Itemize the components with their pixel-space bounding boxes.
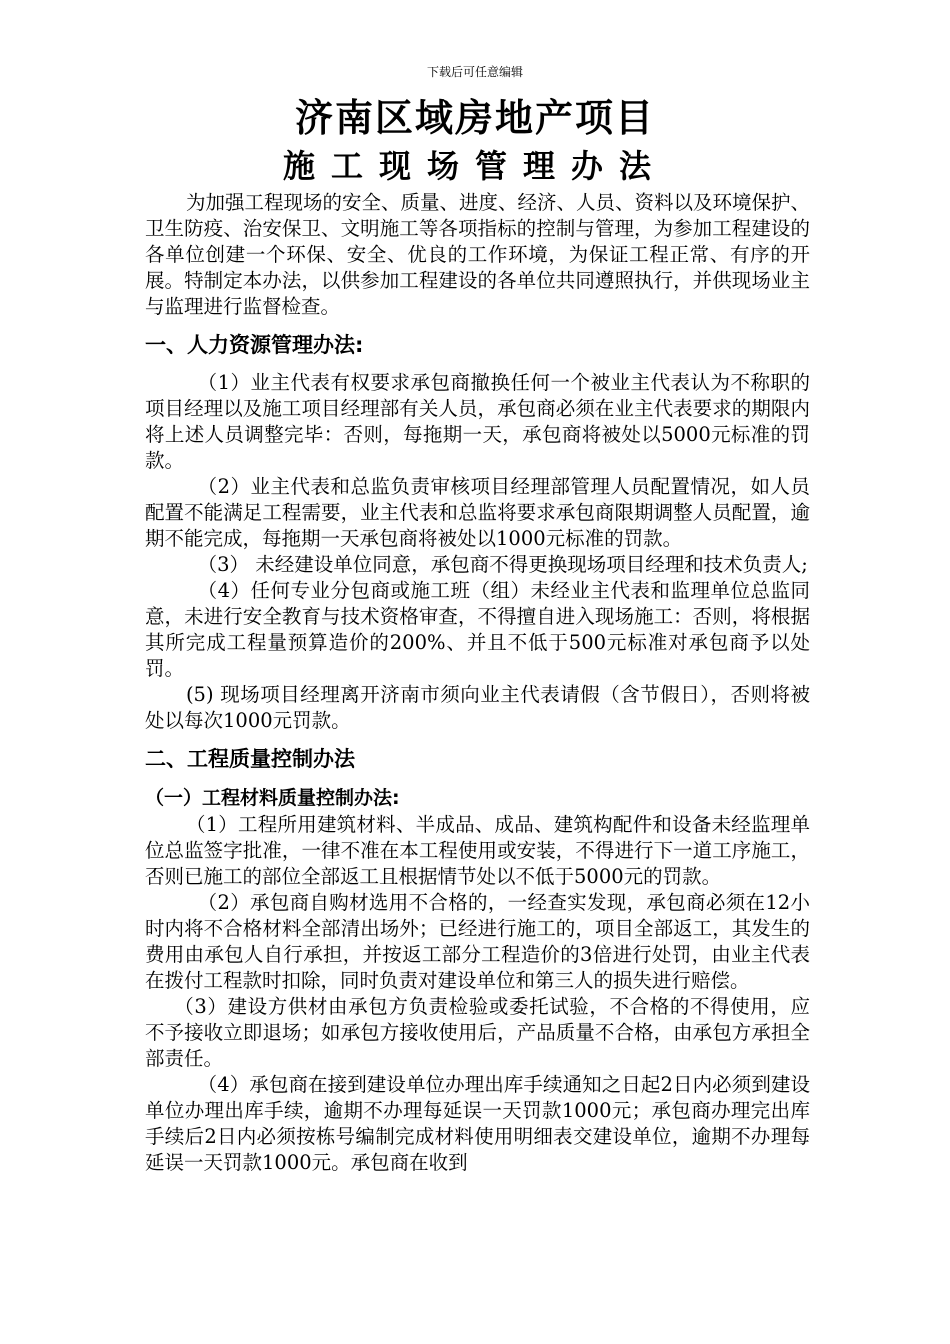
quality-item-4: （4）承包商在接到建设单位办理出库手续通知之日起2日内必须到建设单位办理出库手续，逾期不办理每延误一天罚款1000元；承包商办理完出库手续后2日内必须按栋号编制完成材料使用明细表交建设单位，逾期不办理每延误一天罚款1000元。承包商在收到 xyxy=(145,1073,810,1174)
document-title: 济南区域房地产项目 xyxy=(294,96,655,140)
quality-item-3: （3）建设方供材由承包方负责检验或委托试验，不合格的不得使用，应不予接收立即退场；如承包方接收使用后，产品质量不合格，由承包方承担全部责任。 xyxy=(145,995,810,1070)
document-body xyxy=(145,190,810,1176)
header-note: 下载后可任意编辑 xyxy=(426,65,523,79)
section-heading-hr: 一、人力资源管理办法: xyxy=(145,333,364,357)
hr-item-5: (5) 现场项目经理离开济南市须向业主代表请假（含节假日），否则将被处以每次1000元罚款。 xyxy=(145,683,810,732)
hr-item-2: （2）业主代表和总监负责审核项目经理部管理人员配置情况，如人员配置不能满足工程需要，业主代表和总监将要求承包商限期调整人员配置，逾期不能完成，每拖期一天承包商将被处以1000元标准的罚款。 xyxy=(145,475,810,550)
subsection-heading-materials: （一）工程材料质量控制办法: xyxy=(145,787,400,809)
section-heading-quality: 二、工程质量控制办法 xyxy=(145,747,355,771)
quality-item-1: （1）工程所用建筑材料、半成品、成品、建筑构配件和设备未经监理单位总监签字批准，一律不准在本工程使用或安装，不得进行下一道工序施工，否则已施工的部位全部返工且根据情节处以不低于5000元的罚款。 xyxy=(145,813,810,888)
intro-paragraph: 为加强工程现场的安全、质量、进度、经济、人员、资料以及环境保护、卫生防疫、治安保卫、文明施工等各项指标的控制与管理，为参加工程建设的各单位创建一个环保、安全、优良的工作环境，为保证工程正常、有序的开展。特制定本办法，以供参加工程建设的各单位共同遵照执行，并供现场业主与监理进行监督检查。 xyxy=(145,191,810,318)
hr-item-1: （1）业主代表有权要求承包商撤换任何一个被业主代表认为不称职的项目经理以及施工项目经理部有关人员，承包商必须在业主代表要求的期限内将上述人员调整完毕：否则，每拖期一天，承包商将被处以5000元标准的罚款。 xyxy=(145,371,810,472)
hr-item-3: （3） 未经建设单位同意，承包商不得更换现场项目经理和技术负责人; xyxy=(197,553,808,576)
hr-item-4: （4）任何专业分包商或施工班（组）未经业主代表和监理单位总监同意，未进行安全教育与技术资格审查，不得擅自进入现场施工：否则，将根据其所完成工程量预算造价的200%、并且不低于500元标准对承包商予以处罚。 xyxy=(145,579,810,680)
document-subtitle: 施工现场管理办法 xyxy=(282,147,667,185)
quality-item-2: （2）承包商自购材选用不合格的，一经查实发现，承包商必须在12小时内将不合格材料全部清出场外；已经进行施工的，项目全部返工，其发生的费用由承包人自行承担，并按返工部分工程造价的3倍进行处罚，由业主代表在拨付工程款时扣除，同时负责对建设单位和第三人的损失进行赔偿。 xyxy=(145,891,810,992)
